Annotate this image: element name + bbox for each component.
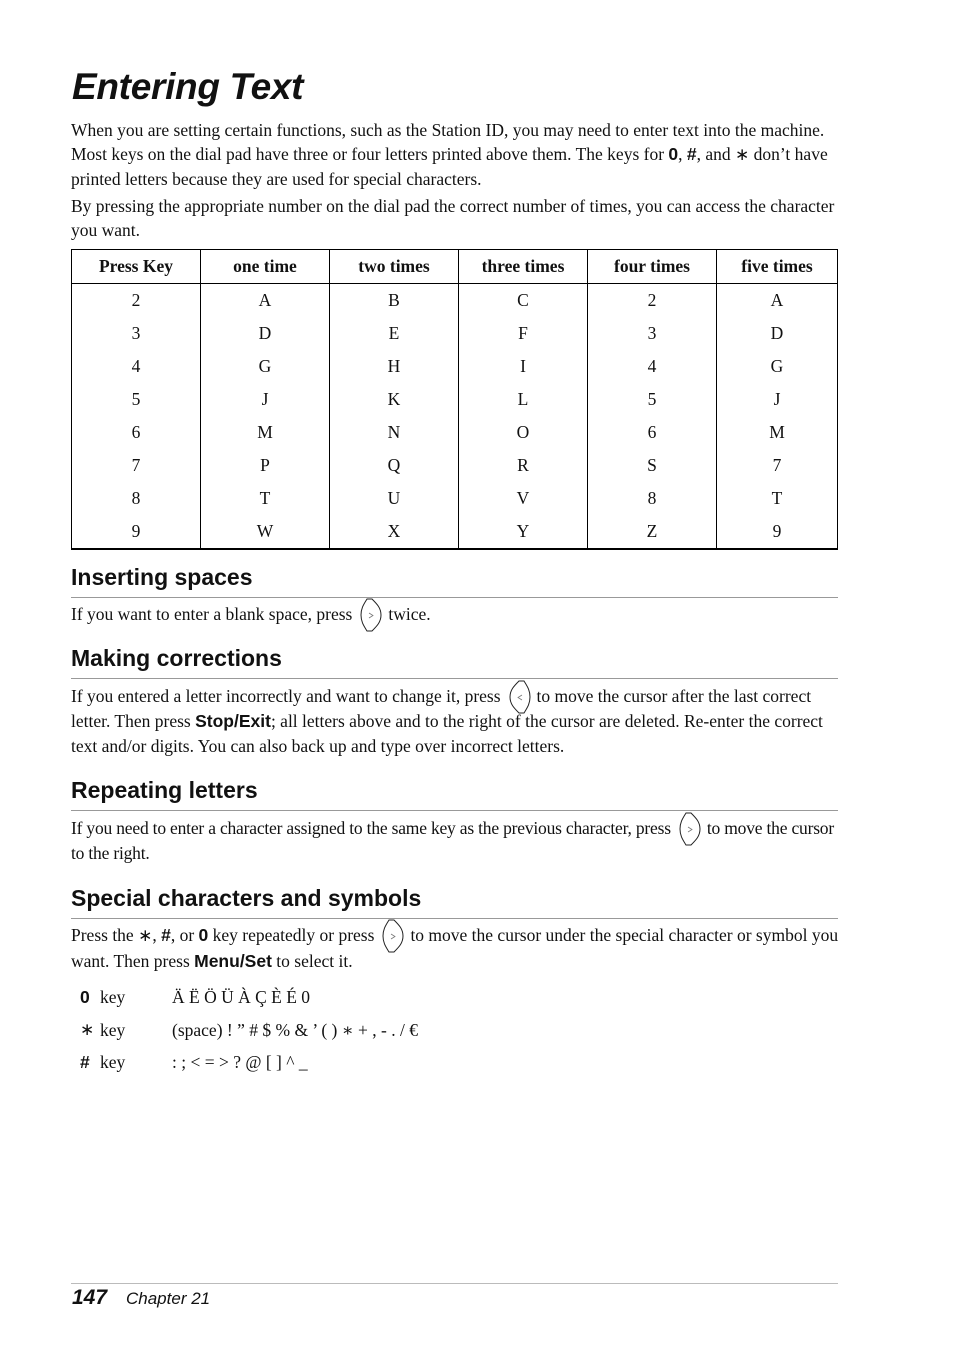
key-hash: #: [686, 144, 697, 164]
table-cell: Q: [330, 449, 459, 482]
table-cell: D: [717, 317, 838, 350]
repeating-paragraph: [71, 816, 839, 866]
table-header: three times: [459, 250, 588, 284]
symbol-key-word: key: [100, 1020, 126, 1040]
table-cell: A: [201, 284, 330, 318]
table-cell: X: [330, 515, 459, 549]
section-heading-spaces: Inserting spaces: [71, 564, 253, 590]
table-cell: 9: [72, 515, 201, 549]
table-cell: Y: [459, 515, 588, 549]
symbol-key: #: [80, 1052, 90, 1072]
corrections-text-c: ; all letters above and to the right of the cursor are deleted. Re-enter the correct text and/or digits. You can also back up and type over incorrect letters.: [71, 711, 823, 756]
table-row: [72, 482, 838, 515]
table-cell: 8: [72, 482, 201, 515]
table-cell: O: [459, 416, 588, 449]
right-arrow-key-icon: [679, 812, 701, 846]
special-text-b: key repeatedly or press: [208, 925, 375, 945]
key-star: ∗: [138, 926, 153, 946]
table-cell: F: [459, 317, 588, 350]
spaces-text-a: If you want to enter a blank space, press: [71, 604, 353, 624]
table-cell: G: [201, 350, 330, 383]
table-cell: A: [717, 284, 838, 318]
section-heading-repeating: Repeating letters: [71, 777, 258, 803]
table-header: four times: [588, 250, 717, 284]
symbol-key-word: key: [100, 987, 126, 1007]
intro-paragraph-1: [71, 118, 839, 191]
table-cell: N: [330, 416, 459, 449]
repeating-text-a: If you need to enter a character assigned to the same key as the previous character, press: [71, 818, 671, 838]
table-cell: C: [459, 284, 588, 318]
intro-text-a: When you are setting certain functions, such as the Station ID, you may need to enter text into the machine. Most keys on the dial pad have three or four letters printed above them. The keys for: [71, 120, 825, 164]
page-title: Entering Text: [72, 66, 304, 107]
corrections-text-b: to move the cursor after the last correct letter. Then press: [71, 686, 812, 731]
symbol-characters: : ; < = > ? @ [ ] ^ _: [172, 1052, 308, 1072]
right-arrow-key-icon: [382, 919, 404, 953]
table-cell: B: [330, 284, 459, 318]
separator: ,: [152, 925, 162, 945]
table-row: [72, 449, 838, 482]
table-cell: Z: [588, 515, 717, 549]
intro-paragraph-2: By pressing the appropriate number on the dial pad the correct number of times, you can access the character you want.: [71, 196, 835, 240]
table-cell: 3: [588, 317, 717, 350]
special-text-c: to move the cursor under the special character or symbol you want. Then press: [71, 925, 839, 971]
key-zero: 0: [668, 144, 679, 164]
table-body: [72, 284, 838, 550]
table-cell: G: [717, 350, 838, 383]
section-divider: [71, 678, 838, 679]
table-cell: 8: [588, 482, 717, 515]
table-cell: 2: [72, 284, 201, 318]
table-cell: P: [201, 449, 330, 482]
table-header: two times: [330, 250, 459, 284]
table-row: [72, 284, 838, 318]
table-header: Press Key: [72, 250, 201, 284]
table-cell: U: [330, 482, 459, 515]
key-letter-table: [71, 249, 838, 550]
right-arrow-key-icon: [360, 598, 382, 632]
special-paragraph: [71, 923, 839, 974]
separator: , or: [170, 925, 199, 945]
footer-divider: [71, 1283, 838, 1284]
table-cell: J: [201, 383, 330, 416]
separator: ,: [678, 144, 687, 164]
table-cell: 2: [588, 284, 717, 318]
table-cell: 6: [588, 416, 717, 449]
symbol-characters: Ä Ë Ö Ü À Ç È É 0: [172, 987, 311, 1007]
special-text-a: Press the: [71, 925, 139, 945]
section-divider: [71, 918, 838, 919]
table-cell: 7: [72, 449, 201, 482]
section-heading-corrections: Making corrections: [71, 645, 282, 671]
table-cell: H: [330, 350, 459, 383]
table-cell: E: [330, 317, 459, 350]
left-arrow-key-icon: [509, 680, 531, 714]
table-cell: 3: [72, 317, 201, 350]
table-row: [72, 383, 838, 416]
table-cell: 5: [72, 383, 201, 416]
key-hash: #: [161, 925, 171, 945]
table-header: one time: [201, 250, 330, 284]
table-cell: M: [717, 416, 838, 449]
special-text-d: to select it.: [271, 951, 353, 971]
symbol-characters: (space) ! ” # $ % & ’ ( ) ∗ + , - . / €: [172, 1020, 418, 1040]
table-row: [72, 317, 838, 350]
section-divider: [71, 810, 838, 811]
corrections-text-a: If you entered a letter incorrectly and want to change it, press: [71, 686, 501, 706]
table-cell: 4: [72, 350, 201, 383]
table-cell: R: [459, 449, 588, 482]
symbol-key: 0: [80, 987, 90, 1007]
table-cell: V: [459, 482, 588, 515]
table-cell: D: [201, 317, 330, 350]
symbol-key: ∗: [80, 1020, 95, 1040]
table-cell: S: [588, 449, 717, 482]
spaces-paragraph: [71, 602, 839, 626]
section-heading-special: Special characters and symbols: [71, 885, 422, 911]
separator: , and: [696, 144, 736, 164]
chapter-label: Chapter 21: [126, 1289, 211, 1308]
table-cell: T: [201, 482, 330, 515]
table-cell: 4: [588, 350, 717, 383]
repeating-text-b: to move the cursor to the right.: [71, 818, 834, 863]
page-number: 147: [72, 1286, 108, 1309]
table-cell: 9: [717, 515, 838, 549]
table-row: [72, 515, 838, 549]
table-row: [72, 350, 838, 383]
menu-set-key: Menu/Set: [194, 951, 272, 971]
table-cell: 5: [588, 383, 717, 416]
stop-exit-key: Stop/Exit: [195, 711, 271, 731]
section-divider: [71, 597, 838, 598]
table-cell: K: [330, 383, 459, 416]
key-zero: 0: [198, 925, 209, 945]
table-row: [72, 416, 838, 449]
table-cell: W: [201, 515, 330, 549]
table-cell: I: [459, 350, 588, 383]
table-cell: T: [717, 482, 838, 515]
table-cell: L: [459, 383, 588, 416]
table-cell: J: [717, 383, 838, 416]
key-star: ∗: [735, 145, 750, 165]
corrections-paragraph: [71, 684, 839, 759]
table-header-row: [72, 250, 838, 284]
spaces-text-b: twice.: [388, 604, 431, 624]
table-header: five times: [717, 250, 838, 284]
symbol-key-word: key: [100, 1052, 126, 1072]
intro-text-b: don’t have printed letters because they are used for special characters.: [71, 144, 828, 189]
table-cell: 6: [72, 416, 201, 449]
table-cell: M: [201, 416, 330, 449]
table-cell: 7: [717, 449, 838, 482]
